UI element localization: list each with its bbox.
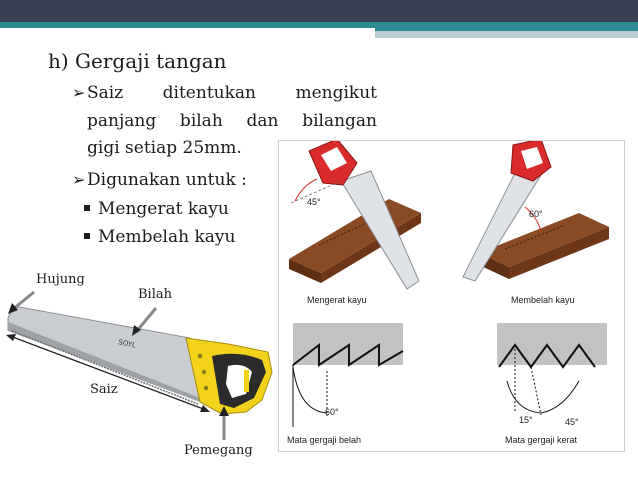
caption-cross-teeth: Mata gergaji kerat (505, 435, 578, 445)
sub-bullet-rip-text: Membelah kayu (98, 227, 236, 247)
caption-rip-cut: Membelah kayu (511, 295, 575, 305)
caption-rip-teeth: Mata gergaji belah (287, 435, 362, 445)
arrow-bullet-icon: ➢ (72, 170, 86, 189)
tooth-angle-left: 60° (325, 407, 339, 417)
sub-bullet-cut-text: Mengerat kayu (98, 199, 229, 219)
caption-cross-cut: Mengerat kayu (307, 295, 367, 305)
bullet-size-text-1: Saiz ditentukan mengikut (87, 83, 377, 103)
tooth-angle-right-a: 15° (519, 415, 533, 425)
bullet-usage-text: Digunakan untuk : (87, 170, 247, 190)
bullet-size-line3: gigi setiap 25mm. (87, 138, 242, 158)
bullet-size-line2: panjang bilah dan bilangan (87, 111, 377, 131)
tooth-angle-right-b: 45° (565, 417, 579, 427)
arrow-bullet-icon: ➢ (72, 83, 86, 102)
slide-title: h) Gergaji tangan (48, 49, 227, 73)
label-saiz: Saiz (90, 382, 118, 397)
arrow-bilah (136, 308, 156, 332)
angle-right-label: 60° (529, 209, 543, 219)
tooth-panel-right (497, 323, 607, 365)
sawing-diagram-panel (278, 140, 625, 452)
angle-left-label: 45° (307, 197, 321, 207)
saw-brand-text: SOYL (117, 338, 137, 350)
label-bilah: Bilah (138, 287, 172, 302)
label-hujung: Hujung (36, 272, 85, 287)
label-pemegang: Pemegang (184, 443, 253, 458)
